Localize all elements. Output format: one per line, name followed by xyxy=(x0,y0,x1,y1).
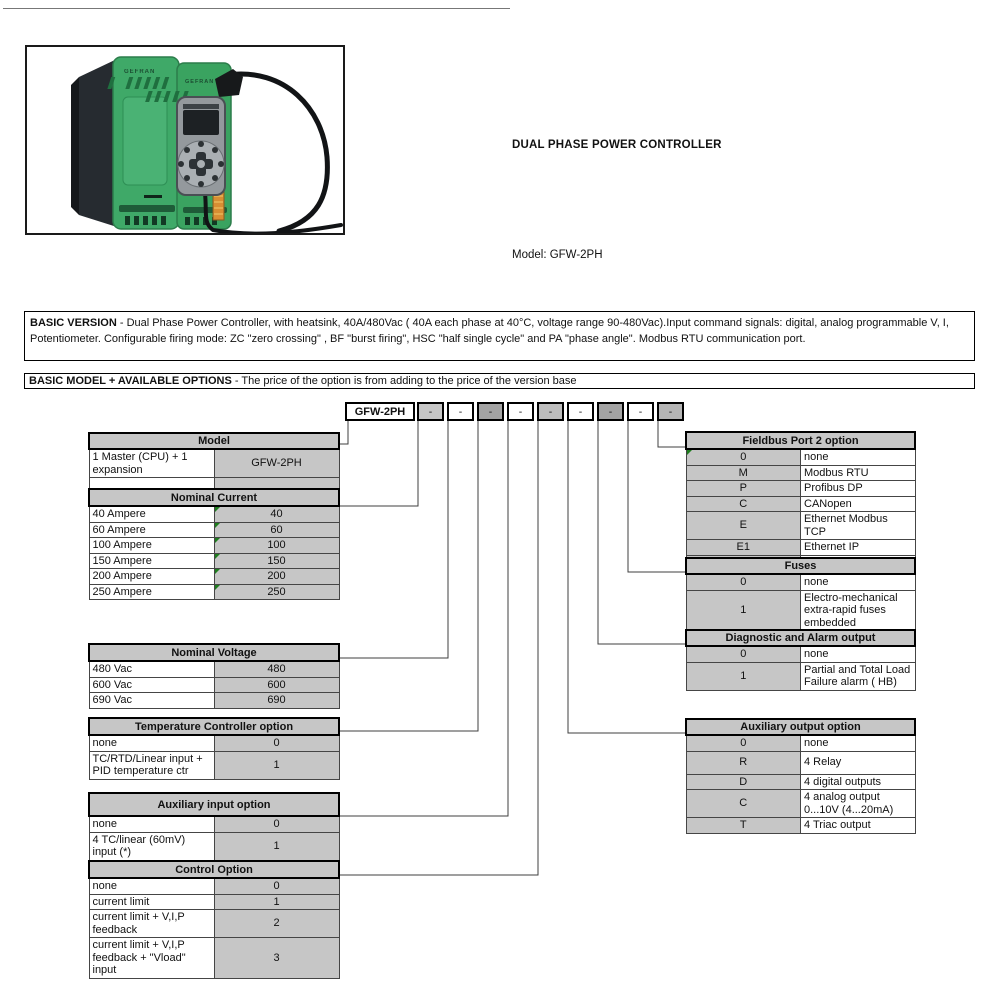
model-caption: Model: GFW-2PH xyxy=(512,249,603,261)
cell-note-marker-icon xyxy=(215,523,220,528)
option-code: 0 xyxy=(214,735,339,751)
option-label: 4 TC/linear (60mV) input (*) xyxy=(89,832,214,860)
order-code-segment-3: - xyxy=(477,402,504,421)
order-code-segment-6: - xyxy=(567,402,594,421)
basic-version-text: - Dual Phase Power Controller, with heatsink, 40A/480Vac ( 40A each phase at 40°C, voltage range 90-480Vac).Input command signals: digital, analog programmable V, I, Potentiometer. Configurable firing mode: ZC "zero crossing" , BF "burst firing", HSC "half single cycle" and PA "phase angle". Modbus RTU communication port. xyxy=(30,317,949,345)
option-table-auxout xyxy=(685,718,916,834)
table-row xyxy=(89,910,339,938)
table-row xyxy=(686,465,915,481)
option-label: current limit + V,I,P feedback + "Vload" input xyxy=(89,938,214,979)
option-label: CANopen xyxy=(801,496,916,512)
option-label: TC/RTD/Linear input + PID temperature ctr xyxy=(89,751,214,779)
option-label: Modbus RTU xyxy=(801,465,916,481)
option-code: 200 xyxy=(214,569,339,585)
table-row xyxy=(686,574,915,590)
option-code: R xyxy=(686,751,801,774)
option-label: 150 Ampere xyxy=(89,553,214,569)
basic-version-heading: BASIC VERSION xyxy=(30,317,117,329)
option-code: E1 xyxy=(686,540,801,556)
option-table-model xyxy=(88,432,340,490)
table-row xyxy=(89,938,339,979)
option-code: 3 xyxy=(214,938,339,979)
option-code: 0 xyxy=(214,816,339,832)
table-row xyxy=(89,449,339,478)
table-row xyxy=(89,584,339,600)
cell-note-marker-icon xyxy=(215,554,220,559)
option-code: 600 xyxy=(214,677,339,693)
option-code: P xyxy=(686,481,801,497)
table-title: Nominal Voltage xyxy=(89,644,339,661)
option-code: 150 xyxy=(214,553,339,569)
option-table-current xyxy=(88,488,340,600)
table-row xyxy=(89,894,339,910)
table-title: Control Option xyxy=(89,861,339,878)
table-row xyxy=(89,751,339,779)
option-label: Profibus DP xyxy=(801,481,916,497)
option-code: 1 xyxy=(686,590,801,631)
option-label: 4 analog output 0...10V (4...20mA) xyxy=(801,790,916,818)
option-code: 250 xyxy=(214,584,339,600)
option-label: 60 Ampere xyxy=(89,522,214,538)
option-label: Partial and Total Load Failure alarm ( HB) xyxy=(801,662,916,690)
option-label: 4 digital outputs xyxy=(801,774,916,790)
table-row xyxy=(686,751,915,774)
option-label: Ethernet IP xyxy=(801,540,916,556)
order-code-segment-5: - xyxy=(537,402,564,421)
option-label: 100 Ampere xyxy=(89,538,214,554)
table-row xyxy=(89,735,339,751)
option-label: current limit + V,I,P feedback xyxy=(89,910,214,938)
table-row xyxy=(89,522,339,538)
option-code: D xyxy=(686,774,801,790)
option-code: 690 xyxy=(214,693,339,709)
option-label: none xyxy=(801,735,916,751)
option-label: 4 Triac output xyxy=(801,818,916,834)
option-code: M xyxy=(686,465,801,481)
table-title: Fieldbus Port 2 option xyxy=(686,432,915,449)
table-row xyxy=(686,590,915,631)
option-label: none xyxy=(89,816,214,832)
table-row xyxy=(686,662,915,690)
option-code: 0 xyxy=(686,574,801,590)
table-row xyxy=(686,774,915,790)
option-table-control xyxy=(88,860,340,979)
table-row xyxy=(89,538,339,554)
option-label: 40 Ampere xyxy=(89,506,214,522)
option-code: 1 xyxy=(214,751,339,779)
basic-model-text: - The price of the option is from adding to the price of the version base xyxy=(231,375,577,387)
option-code: 0 xyxy=(686,449,801,465)
option-label: Ethernet Modbus TCP xyxy=(801,512,916,540)
option-label: none xyxy=(89,735,214,751)
table-row xyxy=(89,506,339,522)
cell-note-marker-icon xyxy=(215,538,220,543)
option-code: 0 xyxy=(214,878,339,894)
option-table-diag xyxy=(685,629,916,691)
option-label: 600 Vac xyxy=(89,677,214,693)
table-row xyxy=(686,512,915,540)
option-code: 40 xyxy=(214,506,339,522)
table-row xyxy=(686,449,915,465)
option-code: 1 xyxy=(686,662,801,690)
option-label: 690 Vac xyxy=(89,693,214,709)
option-code: 0 xyxy=(686,735,801,751)
order-code-base: GFW-2PH xyxy=(345,402,415,421)
option-table-auxin xyxy=(88,792,340,861)
table-row xyxy=(89,661,339,677)
table-title: Fuses xyxy=(686,558,915,574)
option-label: 1 Master (CPU) + 1 expansion xyxy=(89,449,214,478)
table-row xyxy=(686,496,915,512)
table-row xyxy=(89,693,339,709)
page-title: DUAL PHASE POWER CONTROLLER xyxy=(512,139,722,151)
option-code: 1 xyxy=(214,832,339,860)
table-title: Auxiliary input option xyxy=(89,793,339,816)
cell-note-marker-icon xyxy=(215,507,220,512)
option-code: 100 xyxy=(214,538,339,554)
table-row xyxy=(686,790,915,818)
order-code-segment-9: - xyxy=(657,402,684,421)
order-code-segment-4: - xyxy=(507,402,534,421)
brand-label: GEFRAN xyxy=(185,79,215,85)
option-label: none xyxy=(801,449,916,465)
option-table-voltage xyxy=(88,643,340,709)
table-title: Diagnostic and Alarm output xyxy=(686,630,915,646)
basic-model-heading: BASIC MODEL + AVAILABLE OPTIONS xyxy=(29,375,232,387)
table-row xyxy=(89,832,339,860)
option-label: 480 Vac xyxy=(89,661,214,677)
table-row xyxy=(89,816,339,832)
order-code-segment-2: - xyxy=(447,402,474,421)
table-row xyxy=(686,735,915,751)
order-code-segment-8: - xyxy=(627,402,654,421)
option-label: none xyxy=(89,878,214,894)
table-row xyxy=(89,569,339,585)
option-code: 2 xyxy=(214,910,339,938)
option-label: 4 Relay xyxy=(801,751,916,774)
option-label: none xyxy=(801,574,916,590)
option-code: GFW-2PH xyxy=(214,449,339,478)
option-code: 480 xyxy=(214,661,339,677)
cell-note-marker-icon xyxy=(215,585,220,590)
order-code-segment-1: - xyxy=(417,402,444,421)
table-row xyxy=(89,878,339,894)
option-label: 250 Ampere xyxy=(89,584,214,600)
table-title: Auxiliary output option xyxy=(686,719,915,735)
option-table-temp xyxy=(88,717,340,780)
table-row xyxy=(686,818,915,834)
brand-label: GEFRAN xyxy=(124,69,156,75)
table-title: Model xyxy=(89,433,339,449)
cell-note-marker-icon xyxy=(215,569,220,574)
option-label: none xyxy=(801,646,916,662)
table-row xyxy=(89,553,339,569)
table-row xyxy=(686,646,915,662)
option-code: 1 xyxy=(214,894,339,910)
option-code: T xyxy=(686,818,801,834)
table-title: Nominal Current xyxy=(89,489,339,506)
table-title: Temperature Controller option xyxy=(89,718,339,735)
option-code: 0 xyxy=(686,646,801,662)
option-code: E xyxy=(686,512,801,540)
cell-note-marker-icon xyxy=(687,450,692,455)
order-code-segment-7: - xyxy=(597,402,624,421)
table-row xyxy=(686,540,915,556)
option-label: Electro-mechanical extra-rapid fuses embedded xyxy=(801,590,916,631)
table-row xyxy=(686,481,915,497)
option-label: current limit xyxy=(89,894,214,910)
option-label: 200 Ampere xyxy=(89,569,214,585)
table-row xyxy=(89,677,339,693)
option-code: C xyxy=(686,496,801,512)
option-code: 60 xyxy=(214,522,339,538)
option-code: C xyxy=(686,790,801,818)
option-table-fuses xyxy=(685,557,916,631)
option-table-fieldbus xyxy=(685,431,916,571)
